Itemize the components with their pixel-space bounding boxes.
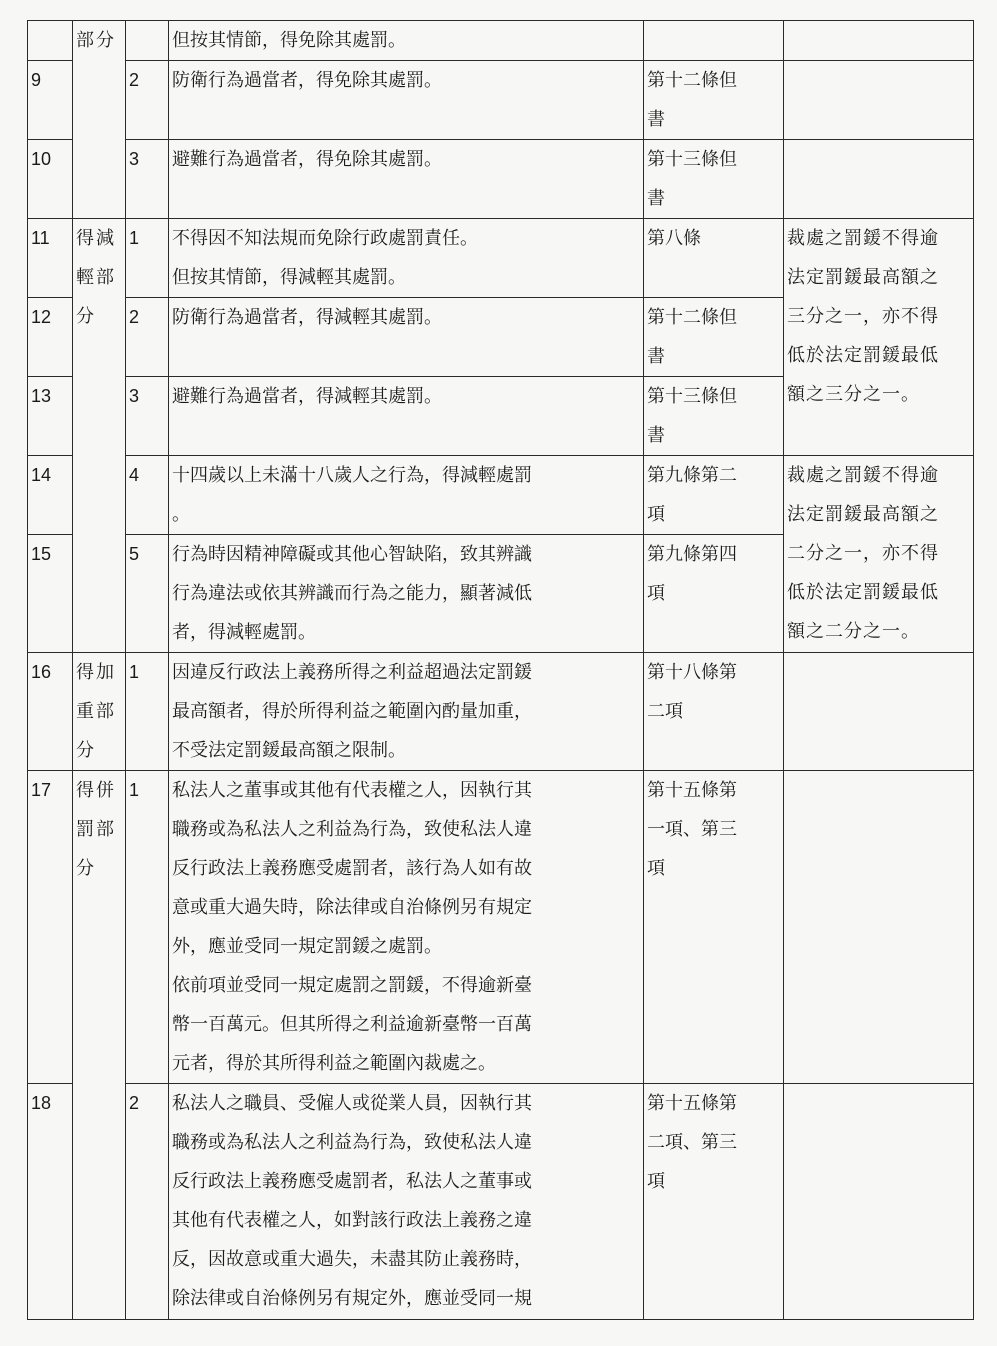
content-line: 十四歲以上未滿十八歲人之行為，得減輕處罰 [172,465,532,486]
note-cell [784,771,974,1084]
content-line: 外，應並受同一規定罰鍰之處罰。 [172,936,442,957]
article-line: 書 [647,188,665,209]
row-number: 15 [28,535,73,653]
content-line: 行為時因精神障礙或其他心智缺陷，致其辨識 [172,544,532,565]
note-cell [784,21,974,61]
note-line: 額之二分之一。 [787,621,920,642]
penalty-table [27,20,974,1320]
note-line: 低於法定罰鍰最低 [787,345,939,366]
content-line: 避難行為過當者，得減輕其處罰。 [172,386,442,407]
content-cell [169,456,644,535]
article-line: 第十五條第 [647,780,737,801]
article-line: 第十八條第 [647,662,737,683]
row-number: 9 [28,61,73,140]
content-line: 私法人之職員、受僱人或從業人員，因執行其 [172,1093,532,1114]
article-line: 第八條 [647,228,701,249]
content-cell [169,21,644,61]
article-cell [644,535,784,653]
note-line: 裁處之罰鍰不得逾 [787,228,939,249]
row-number: 14 [28,456,73,535]
article-line: 項 [647,1171,665,1192]
row-number: 16 [28,653,73,771]
note-line: 法定罰鍰最高額之 [787,267,939,288]
table-row [28,771,974,1084]
row-number: 17 [28,771,73,1084]
content-line: 因違反行政法上義務所得之利益超過法定罰鍰 [172,662,532,683]
content-cell [169,219,644,298]
article-cell [644,219,784,298]
article-cell [644,61,784,140]
table-row [28,1084,974,1320]
table-row [28,653,974,771]
row-number: 13 [28,377,73,456]
table-row [28,219,974,298]
content-line: 反行政法上義務應受處罰者，私法人之董事或 [172,1171,532,1192]
item-index [126,21,169,61]
article-line: 項 [647,583,665,604]
article-line: 第九條第四 [647,544,737,565]
category-cell: 得併罰部分 [73,771,126,1320]
content-cell [169,535,644,653]
item-index: 2 [126,298,169,377]
note-line: 額之三分之一。 [787,384,920,405]
content-line: 其他有代表權之人，如對該行政法上義務之違 [172,1210,532,1231]
content-line: 不受法定罰鍰最高額之限制。 [172,740,406,761]
item-index: 1 [126,653,169,771]
article-line: 第十二條但 [647,70,737,91]
category-cell: 得減輕部分 [73,219,126,653]
note-cell [784,653,974,771]
article-line: 書 [647,346,665,367]
content-line: 但按其情節，得免除其處罰。 [172,30,406,51]
content-cell [169,140,644,219]
note-cell [784,61,974,140]
table-row [28,456,974,535]
article-cell [644,140,784,219]
content-cell [169,298,644,377]
content-line: 意或重大過失時，除法律或自治條例另有規定 [172,897,532,918]
category-cell [73,61,126,140]
content-cell [169,377,644,456]
article-cell [644,456,784,535]
category-cell: 部分 [73,21,126,61]
content-line: 最高額者，得於所得利益之範圍內酌量加重， [172,701,532,722]
content-line: 防衛行為過當者，得減輕其處罰。 [172,307,442,328]
note-cell [784,456,974,653]
content-cell [169,1084,644,1320]
row-number: 11 [28,219,73,298]
table-row [28,21,974,61]
row-number: 12 [28,298,73,377]
note-cell [784,1084,974,1320]
article-line: 第九條第二 [647,465,737,486]
item-index: 5 [126,535,169,653]
article-cell [644,653,784,771]
item-index: 1 [126,219,169,298]
item-index: 2 [126,1084,169,1320]
article-line: 項 [647,504,665,525]
table-row [28,140,974,219]
note-cell [784,219,974,456]
note-line: 裁處之罰鍰不得逾 [787,465,939,486]
category-cell [73,140,126,219]
article-line: 第十五條第 [647,1093,737,1114]
article-line: 書 [647,109,665,130]
content-cell [169,771,644,1084]
note-line: 低於法定罰鍰最低 [787,582,939,603]
category-cell: 得加重部分 [73,653,126,771]
content-line: 防衛行為過當者，得免除其處罰。 [172,70,442,91]
content-line: 不得因不知法規而免除行政處罰責任。 [172,228,478,249]
article-line: 第十三條但 [647,149,737,170]
article-cell [644,298,784,377]
note-line: 二分之一，亦不得 [787,543,939,564]
article-line: 一項、第三 [647,819,737,840]
content-cell [169,61,644,140]
article-cell [644,771,784,1084]
article-line: 第十二條但 [647,307,737,328]
note-line: 法定罰鍰最高額之 [787,504,939,525]
content-line: 者，得減輕處罰。 [172,622,316,643]
article-line: 書 [647,425,665,446]
table-row [28,61,974,140]
item-index: 4 [126,456,169,535]
content-line: 依前項並受同一規定處罰之罰鍰，不得逾新臺 [172,975,532,996]
item-index: 3 [126,377,169,456]
content-line: 反，因故意或重大過失，未盡其防止義務時， [172,1249,532,1270]
article-cell [644,1084,784,1320]
item-index: 2 [126,61,169,140]
article-cell [644,377,784,456]
content-line: 避難行為過當者，得免除其處罰。 [172,149,442,170]
content-line: 行為違法或依其辨識而行為之能力，顯著減低 [172,583,532,604]
content-line: 元者，得於其所得利益之範圍內裁處之。 [172,1053,496,1074]
content-line: 職務或為私法人之利益為行為，致使私法人違 [172,1132,532,1153]
article-line: 二項、第三 [647,1132,737,1153]
article-line: 第十三條但 [647,386,737,407]
note-line: 三分之一，亦不得 [787,306,939,327]
row-number: 18 [28,1084,73,1320]
article-cell [644,21,784,61]
item-index: 3 [126,140,169,219]
content-line: 。 [172,504,190,525]
content-cell [169,653,644,771]
row-number [28,21,73,61]
row-number: 10 [28,140,73,219]
content-line: 職務或為私法人之利益為行為，致使私法人違 [172,819,532,840]
content-line: 私法人之董事或其他有代表權之人，因執行其 [172,780,532,801]
item-index: 1 [126,771,169,1084]
content-line: 但按其情節，得減輕其處罰。 [172,267,406,288]
content-line: 除法律或自治條例另有規定外，應並受同一規 [172,1288,532,1309]
content-line: 幣一百萬元。但其所得之利益逾新臺幣一百萬 [172,1014,532,1035]
note-cell [784,140,974,219]
content-line: 反行政法上義務應受處罰者，該行為人如有故 [172,858,532,879]
article-line: 二項 [647,701,683,722]
article-line: 項 [647,858,665,879]
